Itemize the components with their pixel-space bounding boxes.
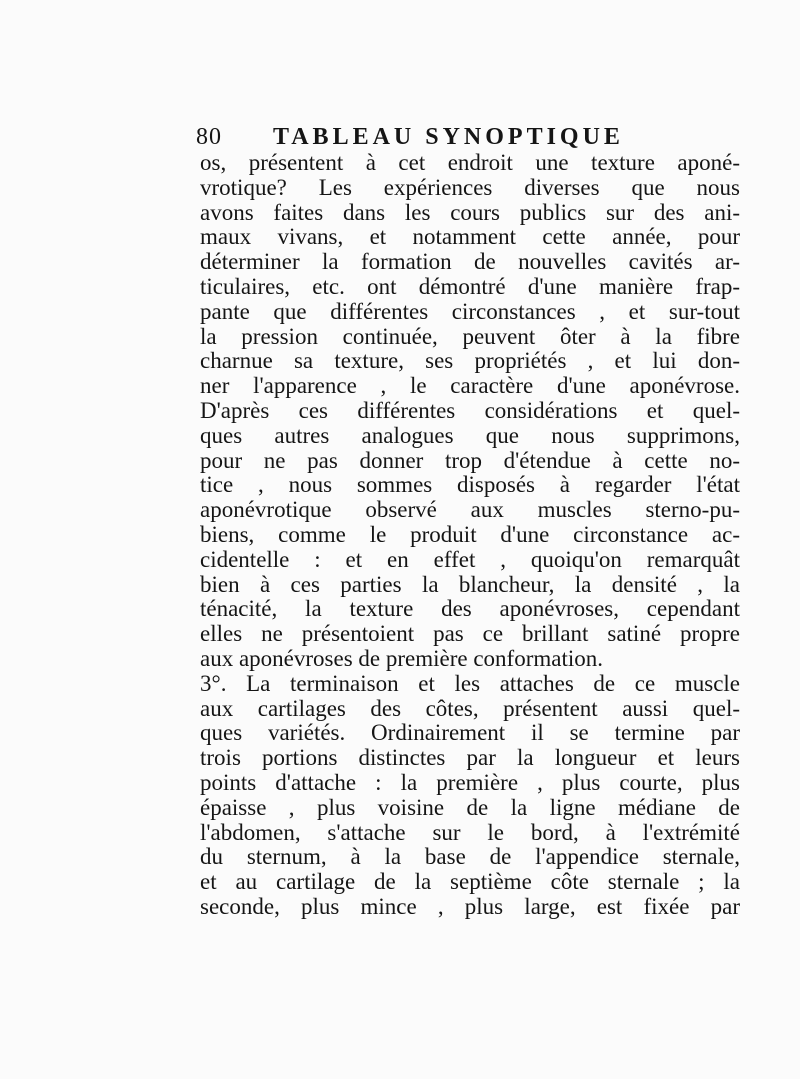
text-line: aponévrotique observé aux muscles sterno-pu- [200,498,740,523]
text-line: cidentelle : et en effet , quoiqu'on remarquât [200,547,740,572]
text-line: pante que différentes circonstances , et sur-tout [200,299,740,324]
text-line: aux cartilages des côtes, présentent aussi quel- [200,696,740,721]
running-title: TABLEAU SYNOPTIQUE [273,124,624,150]
text-line: l'abdomen, s'attache sur le bord, à l'extrémité [200,820,740,845]
body-text [200,151,740,920]
text-line: tice , nous sommes disposés à regarder l'état [200,473,740,498]
page-number: 80 [196,124,222,150]
text-line: et au cartilage de la septième côte sternale ; la [200,870,740,895]
text-line: ques variétés. Ordinairement il se termine par [200,721,740,746]
text-line: points d'attache : la première , plus courte, plus [200,770,740,795]
text-line: 3°. La terminaison et les attaches de ce muscle [200,671,740,696]
text-line: pour ne pas donner trop d'étendue à cette no- [200,448,740,473]
text-line: épaisse , plus voisine de la ligne médiane de [200,795,740,820]
text-line: déterminer la formation de nouvelles cavités ar- [200,250,740,275]
text-line: aux aponévroses de première conformation. [200,646,603,671]
text-line: la pression continuée, peuvent ôter à la fibre [200,324,740,349]
text-line: vrotique? Les expériences diverses que nous [200,175,740,200]
text-line: ner l'apparence , le caractère d'une aponévrose. [200,374,740,399]
text-line: os, présentent à cet endroit une texture aponé- [200,151,740,175]
text-line: elles ne présentoient pas ce brillant satiné propre [200,622,740,647]
text-line: maux vivans, et notamment cette année, pour [200,225,740,250]
text-line: charnue sa texture, ses propriétés , et lui don- [200,349,740,374]
text-line: biens, comme le produit d'une circonstance ac- [200,522,740,547]
text-line: D'après ces différentes considérations et quel- [200,398,740,423]
text-line: ticulaires, etc. ont démontré d'une manière frap- [200,274,740,299]
text-line: seconde, plus mince , plus large, est fixée par [200,894,740,919]
text-line: trois portions distinctes par la longueur et leurs [200,746,740,771]
text-line: du sternum, à la base de l'appendice sternale, [200,845,740,870]
text-line: bien à ces parties la blancheur, la densité , la [200,572,740,597]
text-line: ques autres analogues que nous supprimons, [200,423,740,448]
text-line: ténacité, la texture des aponévroses, cependant [200,597,740,622]
text-line: avons faites dans les cours publics sur des ani- [200,200,740,225]
